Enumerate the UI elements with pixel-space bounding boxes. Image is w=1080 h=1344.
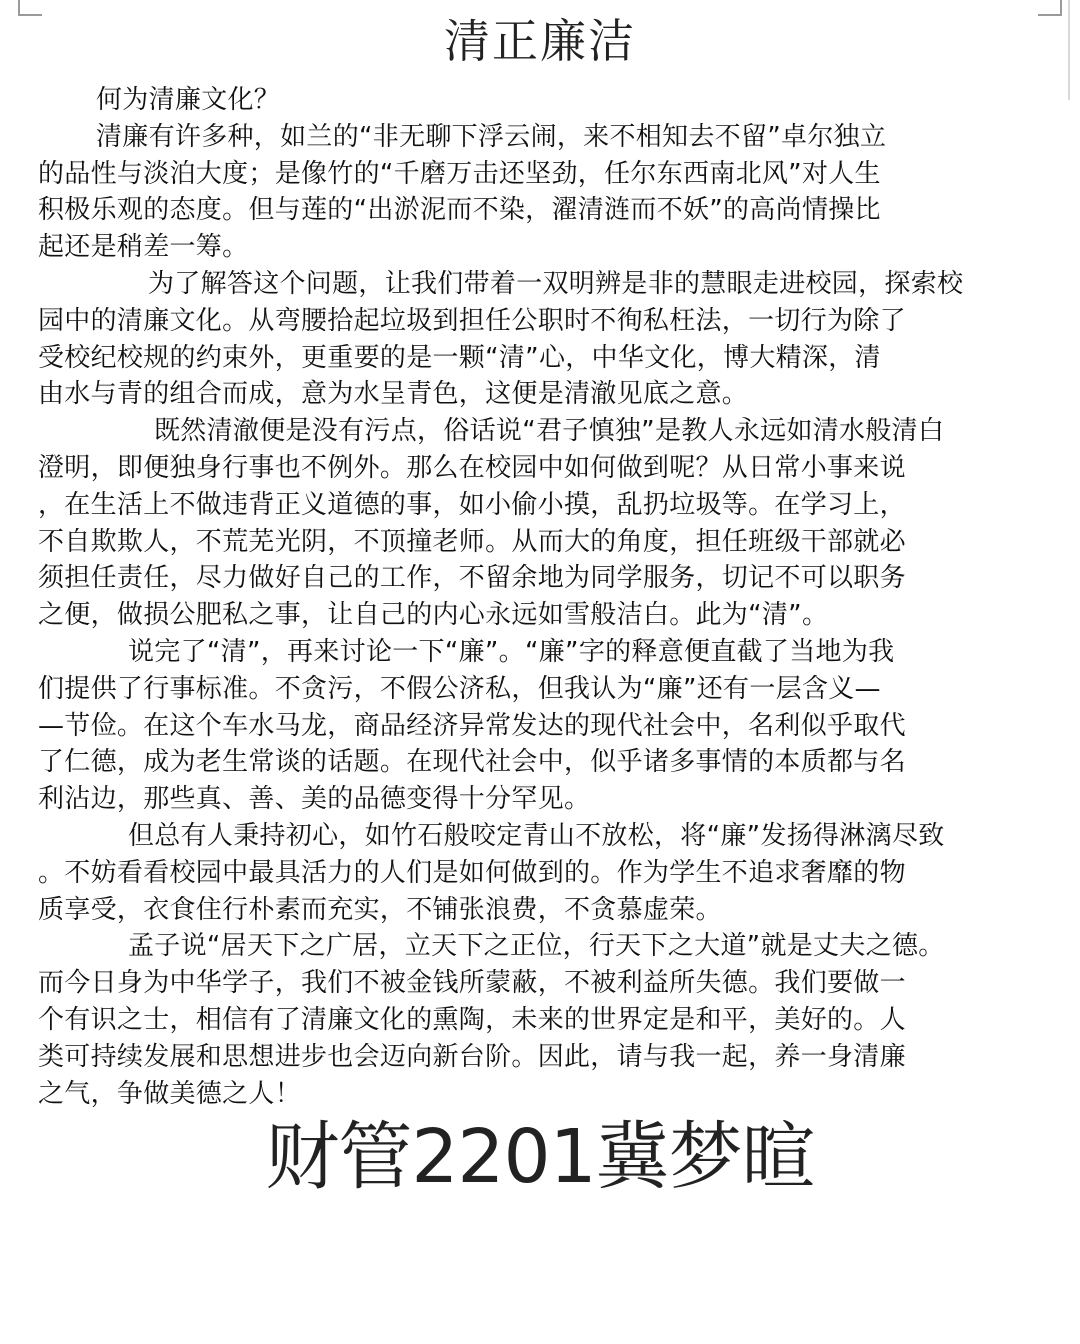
document-title: 清正廉洁: [444, 14, 636, 68]
text-line: 了仁德，成为老生常谈的话题。在现代社会中，似乎诸多事情的本质都与名: [38, 747, 906, 778]
text-line: 。不妨看看校园中最具活力的人们是如何做到的。作为学生不追求奢靡的物: [38, 857, 906, 888]
text-line: 受校纪校规的约束外，更重要的是一颗“清”心，中华文化，博大精深，清: [38, 342, 881, 373]
text-line: 的品性与淡泊大度；是像竹的“千磨万击还坚劲，任尔东西南北风”对人生: [38, 158, 881, 189]
text-line: 澄明，即便独身行事也不例外。那么在校园中如何做到呢？从日常小事来说: [38, 452, 906, 483]
author-signature: 财管2201冀梦暄: [265, 1114, 815, 1200]
text-line: 起还是稍差一筹。: [38, 232, 249, 263]
text-line: 说完了“清”，再来讨论一下“廉”。“廉”字的释意便直截了当地为我: [128, 636, 895, 667]
text-line: 质享受，衣食住行朴素而充实，不铺张浪费，不贪慕虚荣。: [38, 894, 722, 925]
text-line: 清廉有许多种，如兰的“非无聊下浮云闹，来不相知去不留”卓尔独立: [96, 121, 887, 152]
text-line: 孟子说“居天下之广居，立天下之正位，行天下之大道”就是丈夫之德。: [128, 931, 945, 962]
text-line: —节俭。在这个车水马龙，商品经济异常发达的现代社会中，名利似乎取代: [38, 710, 906, 741]
text-line: 们提供了行事标准。不贪污，不假公济私，但我认为“廉”还有一层含义—: [38, 673, 881, 704]
text-line: 为了解答这个问题，让我们带着一双明辨是非的慧眼走进校园，探索校: [148, 268, 964, 299]
text-line: 而今日身为中华学子，我们不被金钱所蒙蔽，不被利益所失德。我们要做一: [38, 968, 906, 999]
text-line: 何为清廉文化？: [96, 85, 281, 115]
text-line: 利沾边，那些真、善、美的品德变得十分罕见。: [38, 784, 591, 815]
text-line: 个有识之士，相信有了清廉文化的熏陶，未来的世界定是和平，美好的。人: [38, 1004, 906, 1035]
text-line: 须担任责任，尽力做好自己的工作，不留余地为同学服务，切记不可以职务: [38, 563, 906, 594]
text-line: 由水与青的组合而成，意为水呈青色，这便是清澈见底之意。: [38, 379, 749, 410]
text-line: 但总有人秉持初心，如竹石般咬定青山不放松，将“廉”发扬得淋漓尽致: [128, 820, 945, 851]
text-line: 园中的清廉文化。从弯腰拾起垃圾到担任公职时不徇私枉法，一切行为除了: [38, 305, 906, 336]
text-line: 不自欺欺人，不荒芜光阴，不顶撞老师。从而大的角度，担任班级干部就必: [38, 526, 906, 557]
text-line: 类可持续发展和思想进步也会迈向新台阶。因此，请与我一起，养一身清廉: [38, 1041, 906, 1072]
text-line: 既然清澈便是没有污点，俗话说“君子慎独”是教人永远如清水般清白: [154, 416, 945, 447]
text-line: 之气，争做美德之人！: [38, 1078, 302, 1109]
document-body: [38, 82, 1058, 1112]
text-line: 之便，做损公肥私之事，让自己的内心永远如雪般洁白。此为“清”。: [38, 600, 829, 631]
text-line: 积极乐观的态度。但与莲的“出淤泥而不染，濯清涟而不妖”的高尚情操比: [38, 195, 881, 226]
text-line: ，在生活上不做违背正义道德的事，如小偷小摸，乱扔垃圾等。在学习上，: [38, 489, 906, 520]
